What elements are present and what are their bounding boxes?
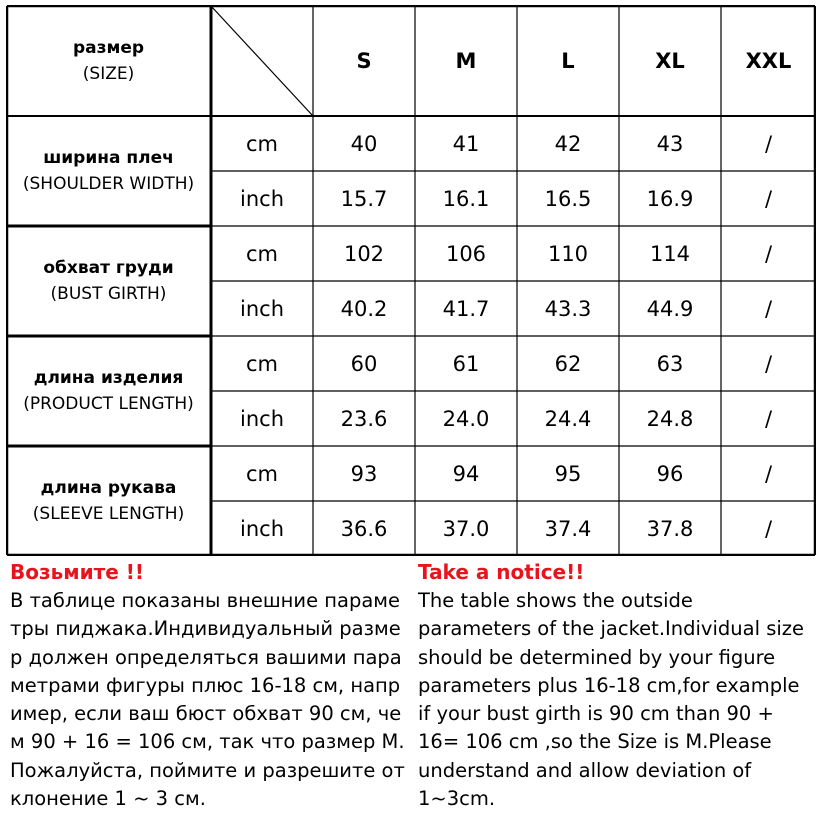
notice-line: В таблице показаны внешние параме <box>10 589 401 612</box>
unit-label-cm: cm <box>245 461 278 486</box>
size-header-s: S <box>356 48 372 73</box>
table-cell: 23.6 <box>340 406 388 431</box>
table-cell: 102 <box>343 241 385 266</box>
notice-line: The table shows the outside <box>418 589 693 612</box>
table-cell: 43 <box>656 131 684 156</box>
notice-en <box>418 560 823 813</box>
table-cell: 95 <box>554 461 582 486</box>
measure-label <box>6 226 211 336</box>
table-cell: 60 <box>350 351 378 376</box>
size-header-l: L <box>561 48 575 73</box>
table-cell: 37.8 <box>646 516 694 541</box>
table-cell: 36.6 <box>340 516 388 541</box>
table-cell: 24.4 <box>544 406 592 431</box>
notice-line: м 90 + 16 = 106 см, так что размер М. <box>10 730 405 754</box>
table-cell: 37.4 <box>544 516 592 541</box>
unit-label-inch: inch <box>240 296 284 321</box>
size-label-en: (SIZE) <box>82 63 135 84</box>
measure-label-en: (PRODUCT LENGTH) <box>23 394 194 414</box>
table-cell: / <box>764 131 773 156</box>
table-cell: 114 <box>649 241 691 266</box>
unit-label-inch: inch <box>240 186 284 211</box>
notice-line: метрами фигуры плюс 16-18 см, напр <box>10 673 401 697</box>
header-diagonal <box>211 6 313 116</box>
table-cell: 63 <box>656 351 684 376</box>
table-cell: 62 <box>554 351 582 376</box>
notices <box>0 560 829 820</box>
table-cell: 37.0 <box>442 516 490 541</box>
table-cell: 43.3 <box>544 296 592 321</box>
measure-label-en: (BUST GIRTH) <box>50 284 167 304</box>
measure-label-en: (SHOULDER WIDTH) <box>22 174 195 194</box>
measure-label <box>6 446 211 556</box>
table-cell: 40 <box>350 131 378 156</box>
unit-label-cm: cm <box>245 241 278 266</box>
notice-line: should be determined by your figure <box>418 645 776 669</box>
notice-line: тры пиджака.Индивидуальный разме <box>10 617 401 641</box>
measure-label-ru: длина рукава <box>40 478 177 498</box>
table-cell: / <box>764 406 773 431</box>
table-cell: 61 <box>452 351 480 376</box>
measure-label-ru: длина изделия <box>33 368 184 388</box>
table-cell: 40.2 <box>340 296 388 321</box>
measure-label <box>6 336 211 446</box>
notice-line: if your bust girth is 90 cm than 90 + <box>418 702 774 726</box>
size-header-m: M <box>455 48 477 73</box>
notice-en-title: Take a notice!! <box>418 560 585 584</box>
notice-line: р должен определяться вашими пара <box>10 645 402 669</box>
header-size-label <box>6 5 211 116</box>
table-cell: 16.9 <box>646 186 694 211</box>
notice-line: клонение 1 ~ 3 см. <box>10 787 206 811</box>
table-cell: 44.9 <box>646 296 694 321</box>
table-cell: 41 <box>452 131 480 156</box>
table-cell: 24.0 <box>442 406 490 431</box>
notice-ru-body <box>10 587 410 813</box>
table-cell: 41.7 <box>442 296 490 321</box>
measure-label-ru: ширина плеч <box>43 148 174 168</box>
table-cell: 15.7 <box>340 186 388 211</box>
unit-label-inch: inch <box>240 516 284 541</box>
table-cell: 24.8 <box>646 406 694 431</box>
notice-ru-title: Возьмите !! <box>10 560 144 584</box>
table-cell: / <box>764 241 773 266</box>
size-header-xxl: XXL <box>745 48 792 73</box>
unit-label-cm: cm <box>245 131 278 156</box>
table-cell: 16.1 <box>442 186 490 211</box>
notice-line: understand and allow deviation of <box>418 758 752 782</box>
notice-line: 16= 106 cm ,so the Size is M.Please <box>418 730 772 754</box>
unit-label-cm: cm <box>245 351 278 376</box>
size-table <box>6 5 816 556</box>
measure-label-en: (SLEEVE LENGTH) <box>32 504 185 524</box>
table-cell: 93 <box>350 461 378 486</box>
table-cell: / <box>764 186 773 211</box>
notice-ru <box>10 560 410 813</box>
size-label-ru: размер <box>72 37 145 58</box>
table-cell: 94 <box>452 461 480 486</box>
table-cell: 16.5 <box>544 186 592 211</box>
table-cell: / <box>764 516 773 541</box>
table-cell: / <box>764 461 773 486</box>
notice-line: имер, если ваш бюст обхват 90 см, че <box>10 702 402 726</box>
table-cell: / <box>764 296 773 321</box>
measure-label-ru: обхват груди <box>43 258 174 278</box>
notice-line: parameters plus 16-18 cm,for example <box>418 673 800 697</box>
table-cell: 42 <box>554 131 582 156</box>
notice-line: Пожалуйста, поймите и разрешите от <box>10 758 405 782</box>
notice-en-body <box>418 587 823 813</box>
table-cell: 110 <box>547 241 589 266</box>
notice-line: 1~3cm. <box>418 787 496 811</box>
size-header-xl: XL <box>655 48 685 73</box>
unit-label-inch: inch <box>240 406 284 431</box>
table-cell: 106 <box>445 241 487 266</box>
table-cell: 96 <box>656 461 684 486</box>
notice-line: parameters of the jacket.Individual size <box>418 617 805 641</box>
measure-label <box>6 116 211 226</box>
table-cell: / <box>764 351 773 376</box>
